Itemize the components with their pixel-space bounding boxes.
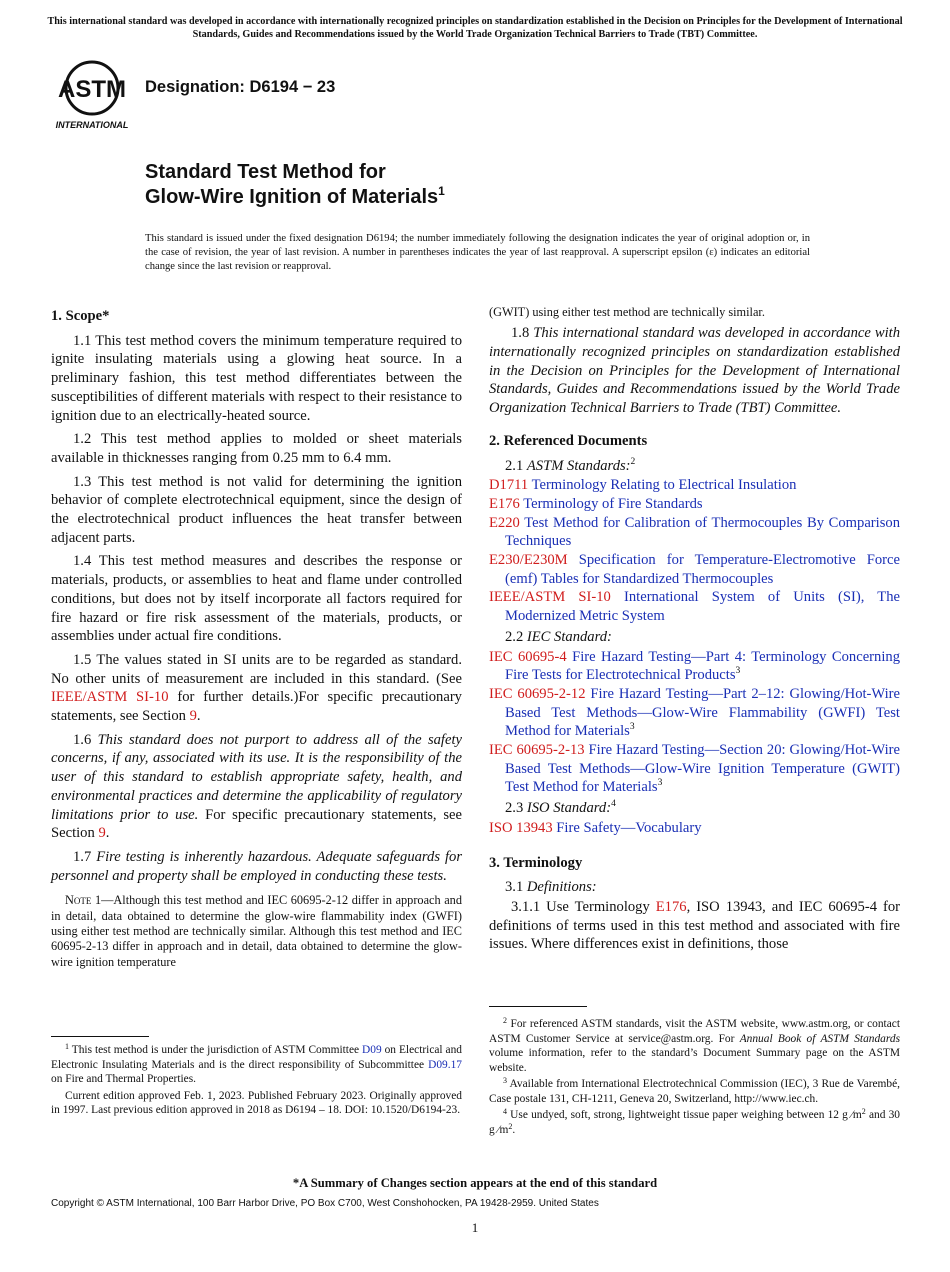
para-1-5 bbox=[51, 651, 462, 726]
doc-title[interactable]: International System of Units (SI), The Modernized Metric System bbox=[505, 589, 900, 625]
iso-subhead-title: ISO Standard: bbox=[526, 800, 612, 817]
logo-subtext: INTERNATIONAL bbox=[55, 120, 129, 130]
para-1-5-end: . bbox=[196, 708, 201, 725]
link-section-9-b[interactable]: 9 bbox=[98, 825, 106, 842]
footnote-1-text-c: on Fire and Thermal Properties. bbox=[51, 1073, 196, 1085]
link-e176[interactable]: E176 bbox=[655, 898, 687, 915]
doc-code[interactable]: E176 bbox=[489, 495, 520, 512]
scope-heading: 1. Scope* bbox=[51, 308, 110, 324]
footnote-ref[interactable]: 3 bbox=[735, 666, 741, 677]
astm-footnote-ref[interactable]: 2 bbox=[630, 456, 636, 467]
para-1-5-text-b: for further details.)For specific precautionary statements, see Section bbox=[51, 689, 462, 725]
doc-title[interactable]: Fire Hazard Testing—Part 2–12: Glowing/Hot-Wire Based Test Methods—Glow-Wire Flammability (GWFI) Test Method for Materials bbox=[505, 685, 900, 740]
para-1-8 bbox=[489, 324, 900, 418]
link-d09[interactable]: D09 bbox=[362, 1044, 382, 1056]
doc-title[interactable]: Test Method for Calibration of Thermocouples By Comparison Techniques bbox=[505, 514, 900, 550]
footnote-4-marker: 4 bbox=[503, 1107, 507, 1116]
footnote-rule-right bbox=[489, 1006, 587, 1007]
footnote-4-exp-b: 2 bbox=[508, 1121, 513, 1131]
doc-code[interactable]: IEC 60695-4 bbox=[489, 648, 567, 665]
footnote-4-end: . bbox=[512, 1123, 516, 1136]
note-1 bbox=[51, 893, 462, 969]
footnote-2-marker: 2 bbox=[503, 1016, 507, 1025]
footnote-1-text: This test method is under the jurisdiction of ASTM Committee bbox=[69, 1044, 363, 1056]
astm-logo bbox=[52, 58, 136, 132]
para-1-6-num: 1.6 bbox=[73, 731, 98, 748]
link-section-9[interactable]: 9 bbox=[189, 708, 197, 725]
para-1-6-end: . bbox=[105, 825, 110, 842]
para-1-6-text: For specific precautionary statements, see Section bbox=[51, 806, 462, 842]
astm-subhead-title: ASTM Standards: bbox=[526, 457, 631, 474]
link-d09-17[interactable]: D09.17 bbox=[428, 1058, 462, 1071]
footnote-4-exp: 2 bbox=[861, 1107, 866, 1116]
left-footnotes bbox=[51, 1036, 462, 1120]
right-column bbox=[489, 305, 900, 959]
footnote-1-edition: Current edition approved Feb. 1, 2023. Published February 2023. Originally approved in 1997. Last previous edition approved in 2018 as D6194 – 18. DOI: 10.1520/D6194-23. bbox=[51, 1089, 462, 1116]
footnote-1-marker: 1 bbox=[65, 1042, 69, 1051]
footnote-2-italic: Annual Book of ASTM Standards bbox=[739, 1032, 901, 1045]
doc-code[interactable]: IEEE/ASTM SI-10 bbox=[489, 589, 611, 606]
doc-entry-iso-13943[interactable] bbox=[489, 819, 900, 838]
footnote-3-marker: 3 bbox=[503, 1076, 507, 1085]
footnote-1 bbox=[51, 1043, 462, 1087]
doc-entry-iec-60695-4[interactable] bbox=[489, 648, 900, 685]
tbt-notice: This international standard was developed in accordance with internationally recognized principles on standardization established in the Decision on Principles for the Development of International Standards, Guides and Recommendations issued by the World Trade Organization Technical Barriers to Trade (TBT) Committee. bbox=[47, 16, 903, 40]
para-1-8-num: 1.8 bbox=[511, 325, 534, 342]
iec-subhead-title: IEC Standard: bbox=[526, 628, 612, 645]
footnote-ref[interactable]: 3 bbox=[657, 778, 663, 789]
para-1-6 bbox=[51, 731, 462, 843]
para-3-1-1 bbox=[489, 898, 900, 954]
footnote-2 bbox=[489, 1017, 900, 1075]
iso-footnote-ref[interactable]: 4 bbox=[611, 799, 616, 810]
para-1-5-text: 1.5 The values stated in SI units are to be regarded as standard. No other units of measurement are included in this standard. (See bbox=[51, 651, 462, 687]
doc-title[interactable]: Fire Safety—Vocabulary bbox=[552, 819, 702, 836]
para-1-2: 1.2 This test method applies to molded or sheet materials available in thicknesses ranging from 0.25 mm to 6.4 mm. bbox=[51, 431, 462, 466]
referenced-docs-heading: 2. Referenced Documents bbox=[489, 432, 648, 449]
title-footnote-ref[interactable]: 1 bbox=[438, 184, 445, 198]
doc-code[interactable]: IEC 60695-2-13 bbox=[489, 742, 585, 759]
iec-standard-subhead bbox=[489, 628, 900, 647]
doc-code[interactable]: IEC 60695-2-12 bbox=[489, 685, 586, 702]
footnote-4-text: Use undyed, soft, strong, lightweight tissue paper weighing between 12 g ⁄m bbox=[507, 1109, 862, 1121]
page-number: 1 bbox=[471, 1220, 479, 1235]
document-title bbox=[145, 160, 445, 210]
note-1-continued: (GWIT) using either test method are technically similar. bbox=[489, 305, 765, 319]
doc-entry-iec-60695-2-12[interactable] bbox=[489, 685, 900, 741]
doc-entry-iec-60695-2-13[interactable] bbox=[489, 741, 900, 797]
doc-code[interactable]: D1711 bbox=[489, 477, 529, 494]
note-1-text: —Although this test method and IEC 60695-2-12 differ in approach and in detail, data obtained to determine the glow-wire flammability index (GWFI) using either test method are technically similar. Although this test method and IEC 60695-2-13 differ in approach and in detail, data obtained to determine the glow-wire ignition temperature bbox=[51, 893, 462, 969]
definitions-title: Definitions: bbox=[526, 879, 597, 896]
doc-title[interactable]: Terminology Relating to Electrical Insulation bbox=[528, 477, 797, 494]
doc-code[interactable]: E220 bbox=[489, 514, 520, 531]
footnote-3-text: Available from International Electrotechnical Commission (IEC), 3 Rue de Varembé, Case postale 131, CH-1211, Geneva 20, Switzerland, http://www.iec.ch. bbox=[489, 1078, 900, 1105]
para-1-8-italic: This international standard was developed in accordance with internationally recognized principles on standardization established in the Decision on Principles for the Development of International Standards, Guides and Recommendations issued by the World Trade Organization Technical Barriers to Trade (TBT) Committee. bbox=[489, 325, 901, 417]
para-1-7-italic: Fire testing is inherently hazardous. Adequate safeguards for personnel and property shall be employed in conducting these tests. bbox=[51, 848, 463, 884]
iec-subhead-num: 2.2 bbox=[505, 628, 527, 645]
doc-title[interactable]: Specification for Temperature-Electromotive Force (emf) Tables for Standardized Thermocouples bbox=[505, 552, 900, 587]
para-1-7 bbox=[51, 848, 462, 885]
title-line-1: Standard Test Method for bbox=[145, 161, 386, 183]
para-1-1: 1.1 This test method covers the minimum temperature required to ignite insulating materials using a glowing heat source. In a preliminary fashion, this test method differentiates between the susceptibilities of different materials with respect to their resistance to ignition due to an electrically-heated source. bbox=[51, 332, 462, 424]
doc-title[interactable]: Fire Hazard Testing—Part 4: Terminology Concerning Fire Tests for Electrotechnical Products bbox=[505, 648, 900, 684]
para-3-1-1-text: 3.1.1 Use Terminology bbox=[511, 898, 656, 915]
astm-logo-graphic bbox=[52, 58, 136, 132]
doc-entry-e176[interactable] bbox=[489, 495, 900, 514]
copyright: Copyright © ASTM International, 100 Barr Harbor Drive, PO Box C700, West Conshohocken, PA 19428-2959. United States bbox=[51, 1198, 599, 1209]
logo-text: ASTM bbox=[58, 76, 126, 103]
doc-code[interactable]: E230/E230M bbox=[489, 552, 568, 569]
definitions-subhead bbox=[489, 878, 900, 897]
doc-entry-d1711[interactable] bbox=[489, 476, 900, 495]
para-1-7-num: 1.7 bbox=[73, 848, 97, 865]
footnote-2-text: For referenced ASTM standards, visit the ASTM website, www.astm.org, or contact ASTM Customer Service at service@astm.org. For bbox=[489, 1018, 900, 1045]
para-1-3: 1.3 This test method is not valid for determining the ignition behavior of complete electrotechnical equipment, since the design of the electrotechnical product influences the heat transfer between adjacent parts. bbox=[51, 473, 462, 546]
terminology-heading: 3. Terminology bbox=[489, 854, 583, 871]
astm-subhead-num: 2.1 bbox=[505, 457, 527, 474]
astm-standards-subhead bbox=[489, 457, 900, 476]
doc-entry-e230[interactable] bbox=[489, 551, 900, 588]
para-1-6-italic: This standard does not purport to address all of the safety concerns, if any, associated with its use. It is the responsibility of the user of this standard to establish appropriate safety, health, and environmental practices and determine the applicability of regulatory limitations prior to use. bbox=[51, 731, 462, 823]
left-column bbox=[51, 305, 462, 970]
footnote-ref[interactable]: 3 bbox=[629, 722, 635, 733]
para-3-1-1-text-b: , ISO 13943, and IEC 60695-4 for definitions of terms used in this test method and associated with fire issues. Where differences exist in definitions, those bbox=[489, 898, 900, 953]
footnote-rule bbox=[51, 1036, 149, 1037]
title-line-2 bbox=[145, 185, 445, 210]
link-si10[interactable]: IEEE/ASTM SI-10 bbox=[51, 689, 169, 706]
iso-standard-subhead bbox=[489, 799, 900, 818]
doc-entry-e220[interactable] bbox=[489, 514, 900, 551]
doc-title[interactable]: Fire Hazard Testing—Section 20: Glowing/Hot-Wire Based Test Methods—Glow-Wire Ignition Temperature (GWIT) Test Method for Materials bbox=[505, 742, 900, 796]
summary-of-changes-note: *A Summary of Changes section appears at the end of this standard bbox=[292, 1176, 658, 1190]
issuance-statement: This standard is issued under the fixed designation D6194; the number immediately following the designation indicates the year of original adoption or, in the case of revision, the year of last revision. A number in parentheses indicates the year of last reapproval. A superscript epsilon (ε) indicates an editorial change since the last revision or reapproval. bbox=[145, 233, 810, 272]
note-1-label: Note 1 bbox=[65, 893, 102, 908]
doc-entry-si10[interactable] bbox=[489, 588, 900, 625]
footnote-3 bbox=[489, 1077, 900, 1106]
footnote-2-text-b: volume information, refer to the standard’s Document Summary page on the ASTM website. bbox=[489, 1047, 900, 1074]
footnote-4 bbox=[489, 1108, 900, 1137]
designation: Designation: D6194 − 23 bbox=[145, 78, 336, 96]
para-1-4: 1.4 This test method measures and describes the response or materials, products, or assemblies to heat and flame under controlled conditions, but does not by itself incorporate all factors required for fire hazard or fire risk assessment of the materials, products, or assemblies under actual fire conditions. bbox=[51, 553, 462, 645]
doc-title[interactable]: Terminology of Fire Standards bbox=[519, 495, 703, 512]
footnote-1-text-b: on Electrical and Electronic Insulating Materials and is the direct responsibility of Subcommittee bbox=[51, 1044, 463, 1071]
title-line-2-text: Glow-Wire Ignition of Materials bbox=[145, 186, 439, 208]
doc-code[interactable]: ISO 13943 bbox=[489, 819, 553, 836]
iso-subhead-num: 2.3 bbox=[505, 800, 527, 817]
right-footnotes bbox=[489, 1006, 900, 1139]
footnote-4-text-b: and 30 g ⁄m bbox=[489, 1109, 900, 1136]
definitions-num: 3.1 bbox=[505, 879, 527, 896]
